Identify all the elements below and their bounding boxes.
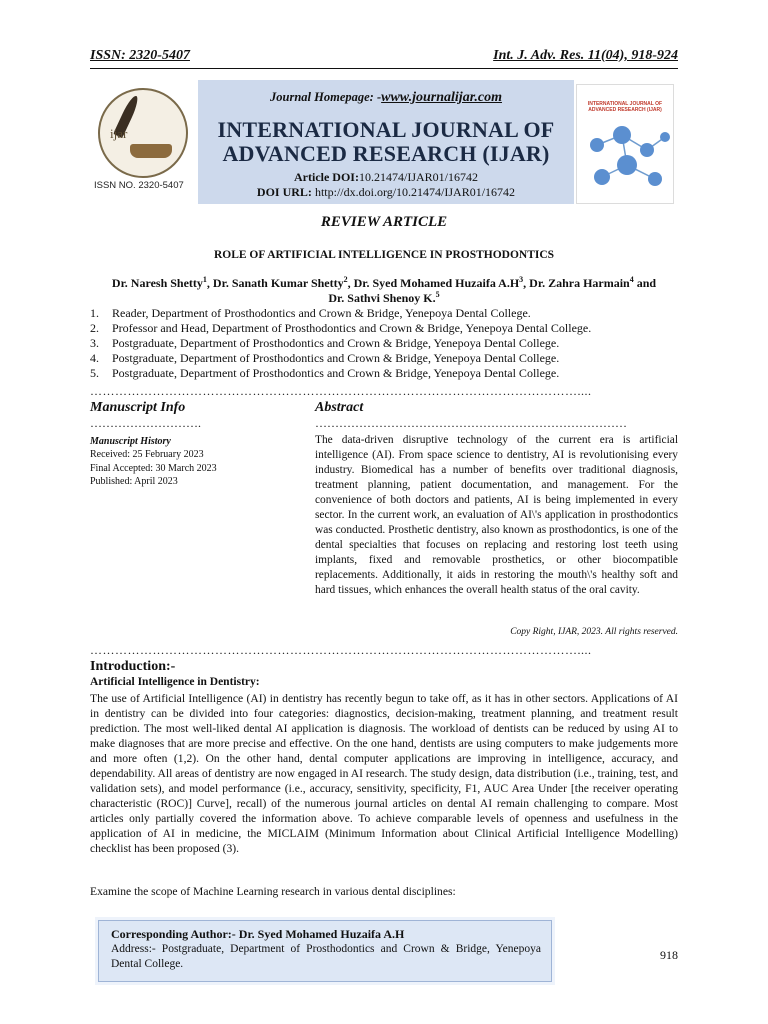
body-text: Examine the scope of Machine Learning research in various dental disciplines: (90, 885, 456, 898)
affiliation-item: 4. Postgraduate, Department of Prosthodontics and Crown & Bridge, Yenepoya Dental College. (90, 351, 560, 365)
homepage-link[interactable]: www.journalijar.com (381, 90, 502, 105)
article-title: ROLE OF ARTIFICIAL INTELLIGENCE IN PROSTHODONTICS (213, 249, 555, 261)
logo-text: ijar (110, 126, 128, 141)
logo-issn: ISSN NO. 2320-5407 (94, 180, 184, 191)
journal-cover-image (576, 84, 674, 204)
journal-banner (90, 80, 678, 204)
dotted-separator: ……………………………………………………………………………………………………….... (90, 388, 592, 396)
affiliation-item: 1. Reader, Department of Prosthodontics and Crown & Bridge, Yenepoya Dental College. (90, 306, 531, 320)
journal-title: INTERNATIONAL JOURNAL OF ADVANCED RESEARCH (IJAR) (217, 117, 555, 166)
running-header (90, 46, 678, 69)
manuscript-history (90, 435, 217, 488)
journal-homepage: Journal Homepage: -www.journalijar.com (270, 90, 502, 105)
abstract-heading: Abstract (315, 400, 364, 415)
doi-url: DOI URL: http://dx.doi.org/10.21474/IJAR01/16742 (256, 185, 516, 199)
author-list: Dr. Naresh Shetty$^1$, Dr. Sanath Kumar Shetty$^2$, Dr. Syed Mohamed Huzaifa $A.H^3$, Dr. Zahra Harmain$^4$ and Dr. Sathvi Shenoy K.$^5$ (111, 275, 657, 305)
author-name: Dr. Naresh Shetty (111, 276, 203, 290)
dotted-separator: ……………………………………………………………………………………………………….... (90, 647, 592, 655)
author-name: Dr. Zahra Harmain (529, 276, 630, 290)
issn-label: ISSN: 2320-5407 (90, 48, 190, 63)
corresponding-author-box (98, 920, 552, 982)
corresponding-author: Corresponding Author:- Dr. Syed Mohamed Huzaifa A.H (111, 927, 405, 941)
published-date: Published: April 2023 (90, 475, 178, 487)
affiliation-item: 3. Postgraduate, Department of Prosthodontics and Crown & Bridge, Yenepoya Dental College. (90, 336, 560, 350)
accepted-date: Final Accepted: 30 March 2023 (90, 462, 217, 474)
page-number: 918 (660, 948, 678, 962)
section-subheading: Artificial Intelligence in Dentistry: (90, 676, 260, 688)
introduction-paragraph: The use of Artificial Intelligence (AI) in dentistry has recently begun to take off, as it has in other sectors. Applications of AI in dentistry can be divided into four categories: diagnostics, decision-making, treatment planning, and treatment result prediction. The most well-liked dental AI application is diagnosis. The workload of dentists can be reduced by using AI to make diagnoses that are more precise and effective. On the one hand, dentists are using computers to make judgements more and more often (1,2). On the other hand, dental computer applications are improving in intelligence, accuracy, and dependability. All areas of dentistry are now engaged in AI research. The study design, data distribution (i.e., training, test, and validation sets), and model performance (i.e., accuracy, sensitivity, specificity, F1, AUC Area Under [the receiver operating characteristic (ROC)] Curve], recall) of the numerous journal articles on dental AI remain challenging to compare. Most articles only partially covered the information above. To achieve comparable levels of openness and usefulness in the application of AI in medicine, the MICLAIM (Minimum Information about Clinical Artificial Intelligence Modelling) checklist has been proposed (3). (90, 692, 678, 855)
doi-link[interactable]: http://dx.doi.org/10.21474/IJAR01/16742 (314, 185, 516, 199)
history-heading: Manuscript History (90, 436, 171, 447)
author-name: Dr. Sathvi Shenoy K. (328, 291, 436, 305)
author-address: Address:- Postgraduate, Department of Prosthodontics and Crown & Bridge, Yenepoya Dental College. (111, 943, 541, 970)
molecule-icon (577, 115, 673, 203)
author-name: Dr. Sanath Kumar Shetty (212, 276, 344, 290)
cover-title: INTERNATIONAL JOURNAL OF ADVANCED RESEARCH (IJAR) (587, 101, 663, 113)
book-icon (130, 144, 172, 158)
journal-logo (94, 84, 192, 202)
received-date: Received: 25 February 2023 (90, 449, 204, 461)
author-name: Dr. Syed Mohamed Huzaifa A.H (353, 276, 520, 290)
affiliation-list (90, 306, 678, 381)
manuscript-info-heading: Manuscript Info (90, 400, 186, 415)
affiliation-item: 2. Professor and Head, Department of Prosthodontics and Crown & Bridge, Yenepoya Dental College. (90, 321, 592, 335)
copyright-notice: Copy Right, IJAR, 2023. All rights reserved. (510, 627, 678, 637)
journal-reference: Int. J. Adv. Res. 11(04), 918-924 (493, 48, 678, 63)
dotted-separator: …………………………………………………………………… (315, 420, 627, 428)
dotted-separator: ………………………. (90, 420, 201, 428)
article-doi: Article DOI:10.21474/IJAR01/16742 (294, 170, 478, 184)
banner-center (198, 80, 574, 204)
article-type: REVIEW ARTICLE (320, 214, 448, 230)
introduction-heading: Introduction:- (90, 659, 176, 674)
affiliation-item: 5. Postgraduate, Department of Prosthodontics and Crown & Bridge, Yenepoya Dental College. (90, 366, 560, 380)
abstract-text: The data-driven disruptive technology of the current era is artificial intelligence (AI). From space science to dentistry, AI is revolutionising every industry. Biomedical has a number of benefits over traditional diagnosis, treatment planning, patient documentation, and management. For the convenience of both doctors and patients, AI is being implemented in every sector. In the current work, an evaluation of AI\'s application in prosthodontics was conducted. Prosthetic dentistry, also known as prosthodontics, is one of the dental specialties that focuses on replacing and restoring lost teeth using implants, fixed and removable prosthetics, or other biocompatible replacements. Additionally, it aids in restoring the mouth\'s healthy soft and hard tissues, which enhances the overall health status of the oral cavity. (315, 434, 678, 596)
